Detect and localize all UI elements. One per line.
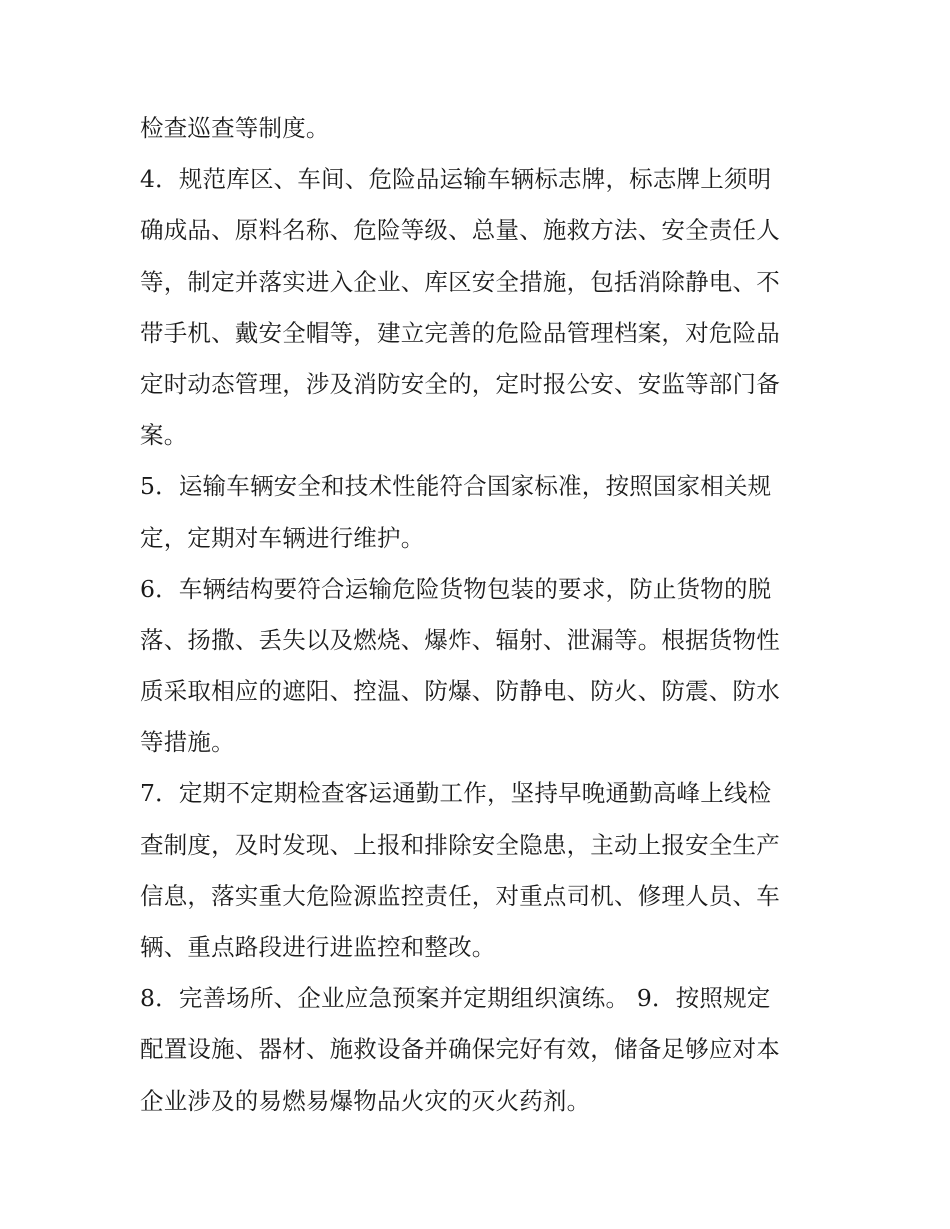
text-line: 等措施。 — [140, 728, 235, 757]
text-line: 6．车辆结构要符合运输危险货物包装的要求，防止货物的脱 — [140, 574, 772, 603]
text-line: 定，定期对车辆进行维护。 — [140, 523, 425, 552]
text-line: 7．定期不定期检查客运通勤工作，坚持早晚通勤高峰上线检 — [140, 779, 772, 808]
text-line: 8．完善场所、企业应急预案并定期组织演练。 9．按照规定 — [140, 984, 771, 1013]
text-line: 信息，落实重大危险源监控责任，对重点司机、修理人员、车 — [140, 881, 780, 910]
text-line: 查制度，及时发现、上报和排除安全隐患，主动上报安全生产 — [140, 830, 780, 859]
text-line: 落、扬撒、丢失以及燃烧、爆炸、辐射、泄漏等。根据货物性 — [140, 625, 780, 654]
text-line: 检查巡查等制度。 — [140, 114, 330, 142]
text-line: 等，制定并落实进入企业、库区安全措施，包括消除静电、不 — [140, 267, 780, 296]
text-line: 带手机、戴安全帽等，建立完善的危险品管理档案，对危险品 — [140, 318, 780, 347]
text-line: 定时动态管理，涉及消防安全的，定时报公安、安监等部门备 — [140, 369, 780, 398]
text-line: 质采取相应的遮阳、控温、防爆、防静电、防火、防震、防水 — [140, 677, 780, 706]
text-line: 企业涉及的易燃易爆物品火灾的灭火药剂。 — [140, 1086, 591, 1115]
text-line: 确成品、原料名称、危险等级、总量、施救方法、安全责任人 — [140, 216, 780, 245]
text-line: 辆、重点路段进行进监控和整改。 — [140, 933, 496, 961]
text-line: 4．规范库区、车间、危险品运输车辆标志牌，标志牌上须明 — [140, 165, 772, 194]
text-line: 配置设施、器材、施救设备并确保完好有效，储备足够应对本 — [140, 1035, 780, 1064]
document-body — [140, 103, 820, 1127]
text-line: 5．运输车辆安全和技术性能符合国家标准，按照国家相关规 — [140, 472, 772, 501]
text-line: 案。 — [140, 421, 188, 450]
